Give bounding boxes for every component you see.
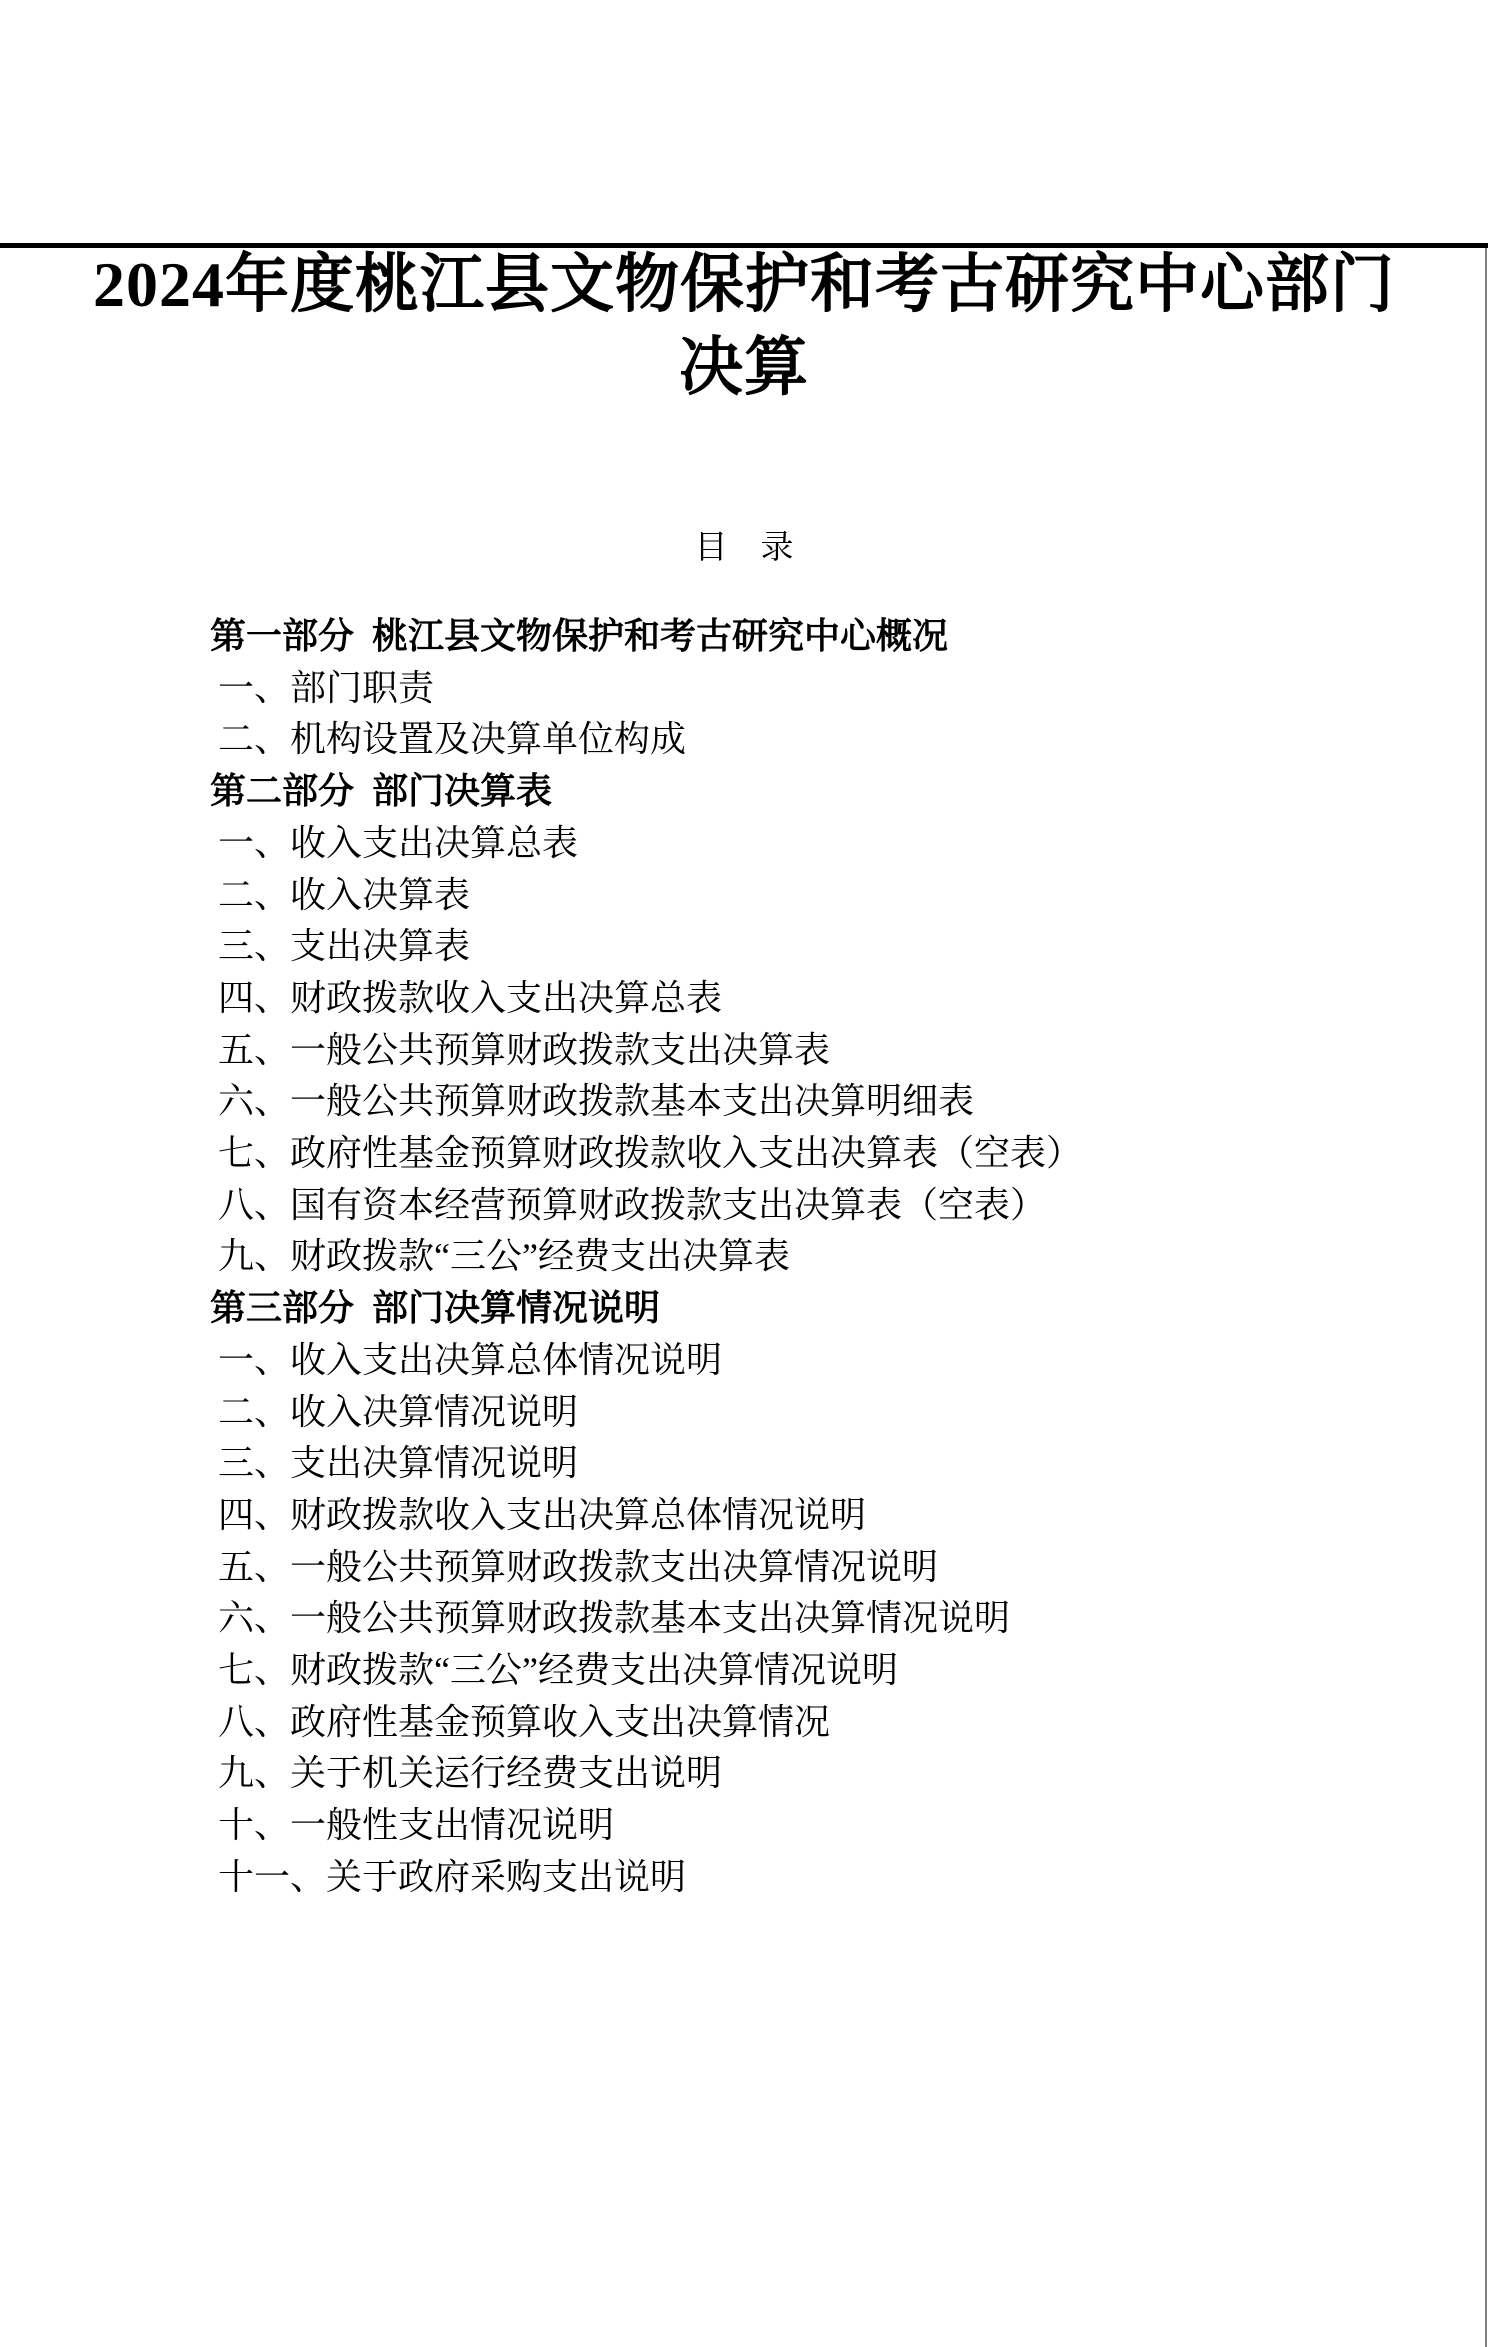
- document-title-line2: 决算: [679, 332, 809, 403]
- toc-item: 九、财政拨款“三公”经费支出决算表: [218, 1236, 790, 1277]
- document-title: [40, 243, 1448, 409]
- toc-item: 八、政府性基金预算收入支出决算情况: [218, 1701, 831, 1742]
- toc-item: 四、财政拨款收入支出决算总表: [218, 977, 723, 1018]
- toc-item: 八、国有资本经营预算财政拨款支出决算表（空表）: [218, 1184, 1047, 1225]
- document-title-line1: 2024年度桃江县文物保护和考古研究中心部门: [93, 249, 1395, 320]
- toc-item: 三、支出决算表: [218, 926, 471, 967]
- toc-item: 一、收入支出决算总表: [218, 822, 579, 863]
- toc-item: 一、收入支出决算总体情况说明: [218, 1339, 723, 1380]
- toc-item: 十、一般性支出情况说明: [218, 1805, 615, 1846]
- toc-item: 二、收入决算情况说明: [218, 1391, 579, 1432]
- toc-section-header: 第一部分 桃江县文物保护和考古研究中心概况: [210, 616, 949, 656]
- toc-item: 一、部门职责: [218, 667, 435, 708]
- toc-item: 七、政府性基金预算财政拨款收入支出决算表（空表）: [218, 1133, 1083, 1174]
- toc-heading: 目 录: [694, 530, 794, 566]
- toc-item: 五、一般公共预算财政拨款支出决算情况说明: [218, 1546, 939, 1587]
- toc-item: 七、财政拨款“三公”经费支出决算情况说明: [218, 1650, 898, 1691]
- page-top-border: [0, 243, 1488, 248]
- toc-item: 六、一般公共预算财政拨款基本支出决算情况说明: [218, 1598, 1011, 1639]
- toc-section-header: 第三部分 部门决算情况说明: [210, 1288, 661, 1329]
- toc-item: 二、收入决算表: [218, 874, 471, 915]
- toc-item: 九、关于机关运行经费支出说明: [218, 1753, 723, 1794]
- toc-section-header: 第二部分 部门决算表: [210, 771, 553, 812]
- toc-item: 二、机构设置及决算单位构成: [218, 719, 687, 760]
- toc-item: 六、一般公共预算财政拨款基本支出决算明细表: [218, 1081, 975, 1122]
- page-right-border: [1485, 243, 1487, 2347]
- toc-item: 四、财政拨款收入支出决算总体情况说明: [218, 1494, 867, 1535]
- toc-list: [0, 611, 1488, 1904]
- toc-item: 三、支出决算情况说明: [218, 1443, 579, 1484]
- toc-item: 五、一般公共预算财政拨款支出决算表: [218, 1029, 831, 1070]
- toc-item: 十一、关于政府采购支出说明: [218, 1856, 687, 1897]
